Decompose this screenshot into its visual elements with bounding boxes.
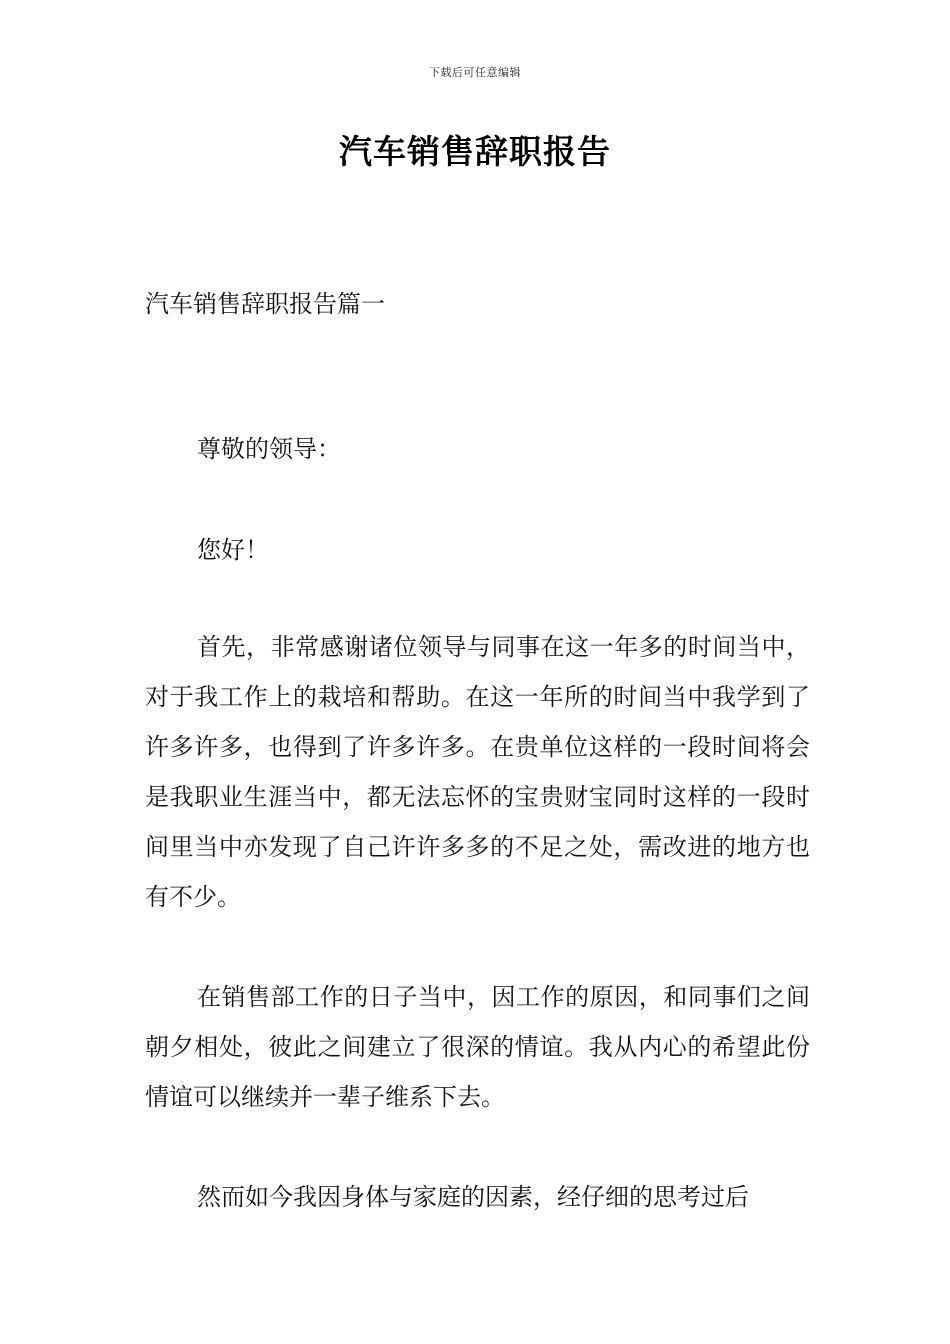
body-paragraph: 在销售部工作的日子当中，因工作的原因，和同事们之间朝夕相处，彼此之间建立了很深的情谊。我从内心的希望此份情谊可以继续并一辈子维系下去。 [145,983,810,1111]
body-paragraph: 然而如今我因身体与家庭的因素，经仔细的思考过后 [197,1183,749,1211]
section-heading: 汽车销售辞职报告篇一 [145,290,385,318]
body-paragraph: 首先，非常感谢诸位领导与同事在这一年多的时间当中，对于我工作上的栽培和帮助。在这一年所的时间当中我学到了许多许多，也得到了许多许多。在贵单位这样的一段时间将会是我职业生涯当中，都无法忘怀的宝贵财宝同时这样的一段时间里当中亦发现了自己许许多多的不足之处，需改进的地方也有不少。 [145,633,810,911]
header-note: 下载后可任意编辑 [429,66,521,79]
greeting: 您好！ [197,536,269,564]
document-title: 汽车销售辞职报告 [339,132,611,171]
salutation: 尊敬的领导： [197,435,341,463]
